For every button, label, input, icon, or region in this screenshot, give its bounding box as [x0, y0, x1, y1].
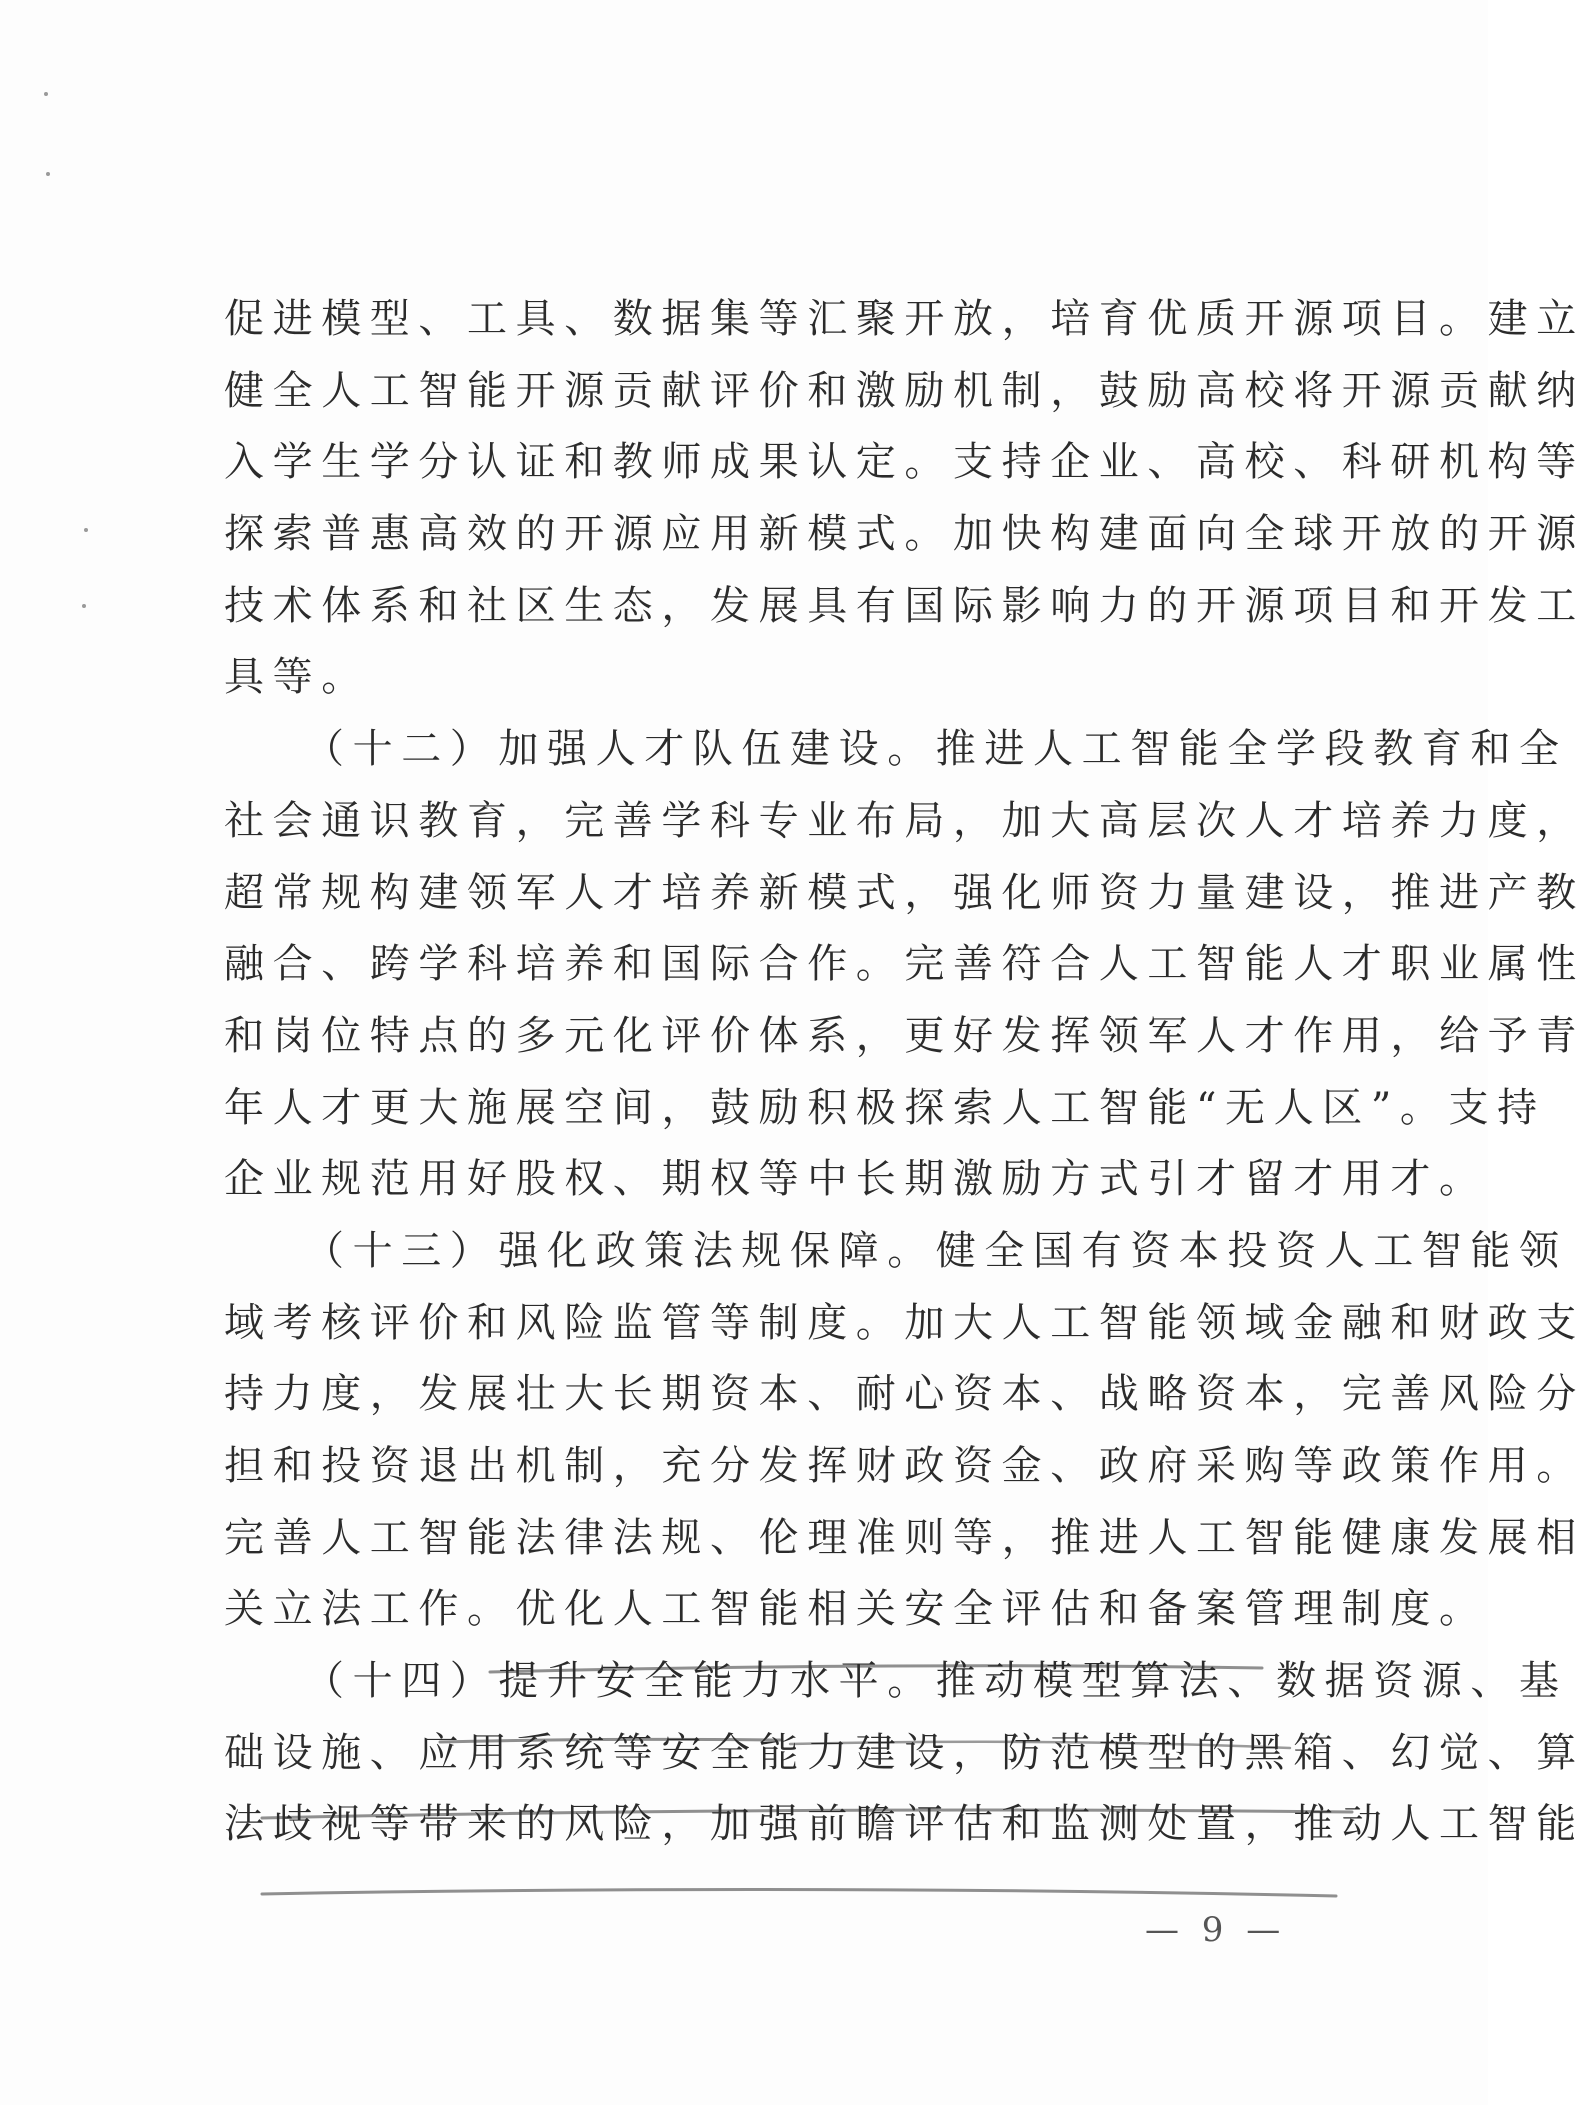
paragraph-security: [224, 1646, 1585, 1861]
text-line: 关立法工作。优化人工智能相关安全评估和备案管理制度。: [224, 1586, 1488, 1633]
text-line: （十二）加强人才队伍建设。推进人工智能全学段教育和全: [304, 726, 1568, 773]
text-line: 促进模型、工具、数据集等汇聚开放，培育优质开源项目。建立: [224, 296, 1585, 342]
scan-speck: [44, 92, 48, 96]
text-line: 健全人工智能开源贡献评价和激励机制，鼓励高校将开源贡献纳: [224, 367, 1585, 414]
text-line: 企业规范用好股权、期权等中长期激励方式引才留才用才。: [224, 1156, 1488, 1203]
paragraph-talent: [224, 714, 1585, 1216]
text-line: 技术体系和社区生态，发展具有国际影响力的开源项目和开发工: [224, 582, 1585, 629]
text-line: 担和投资退出机制，充分发挥财政资金、政府采购等政策作用。: [224, 1443, 1585, 1489]
text-line: 域考核评价和风险监管等制度。加大人工智能领域金融和财政支: [224, 1299, 1585, 1346]
text-line: 入学生学分认证和教师成果认定。支持企业、高校、科研机构等: [224, 439, 1585, 486]
text-line: 融合、跨学科培养和国际合作。完善符合人工智能人才职业属性: [224, 941, 1585, 988]
text-line: 和岗位特点的多元化评价体系，更好发挥领军人才作用，给予青: [224, 1012, 1585, 1059]
paragraph-open-source: [224, 284, 1585, 714]
text-line: （十四）提升安全能力水平。推动模型算法、数据资源、基: [304, 1658, 1568, 1705]
text-line: 年人才更大施展空间，鼓励积极探索人工智能“无人区”。支持: [224, 1084, 1546, 1131]
scan-speck: [82, 604, 86, 608]
scan-speck: [46, 172, 50, 176]
page-number: — 9 —: [1145, 1910, 1287, 1950]
text-line: 法歧视等带来的风险，加强前瞻评估和监测处置，推动人工智能: [224, 1801, 1585, 1848]
text-line: （十三）强化政策法规保障。健全国有资本投资人工智能领: [304, 1227, 1568, 1274]
underline-mark: [262, 1889, 1336, 1896]
scan-speck: [84, 528, 88, 532]
text-line: 探索普惠高效的开源应用新模式。加快构建面向全球开放的开源: [224, 511, 1585, 558]
body-text: [224, 284, 1585, 1861]
text-line: 础设施、应用系统等安全能力建设，防范模型的黑箱、幻觉、算: [224, 1729, 1585, 1776]
text-line: 具等。: [224, 654, 370, 701]
text-line: 持力度，发展壮大长期资本、耐心资本、战略资本，完善风险分: [224, 1371, 1585, 1418]
text-line: 完善人工智能法律法规、伦理准则等，推进人工智能健康发展相: [224, 1514, 1585, 1561]
text-line: 社会通识教育，完善学科专业布局，加大高层次人才培养力度，: [224, 797, 1585, 844]
paragraph-policy: [224, 1216, 1585, 1646]
text-line: 超常规构建领军人才培养新模式，强化师资力量建设，推进产教: [224, 869, 1585, 916]
